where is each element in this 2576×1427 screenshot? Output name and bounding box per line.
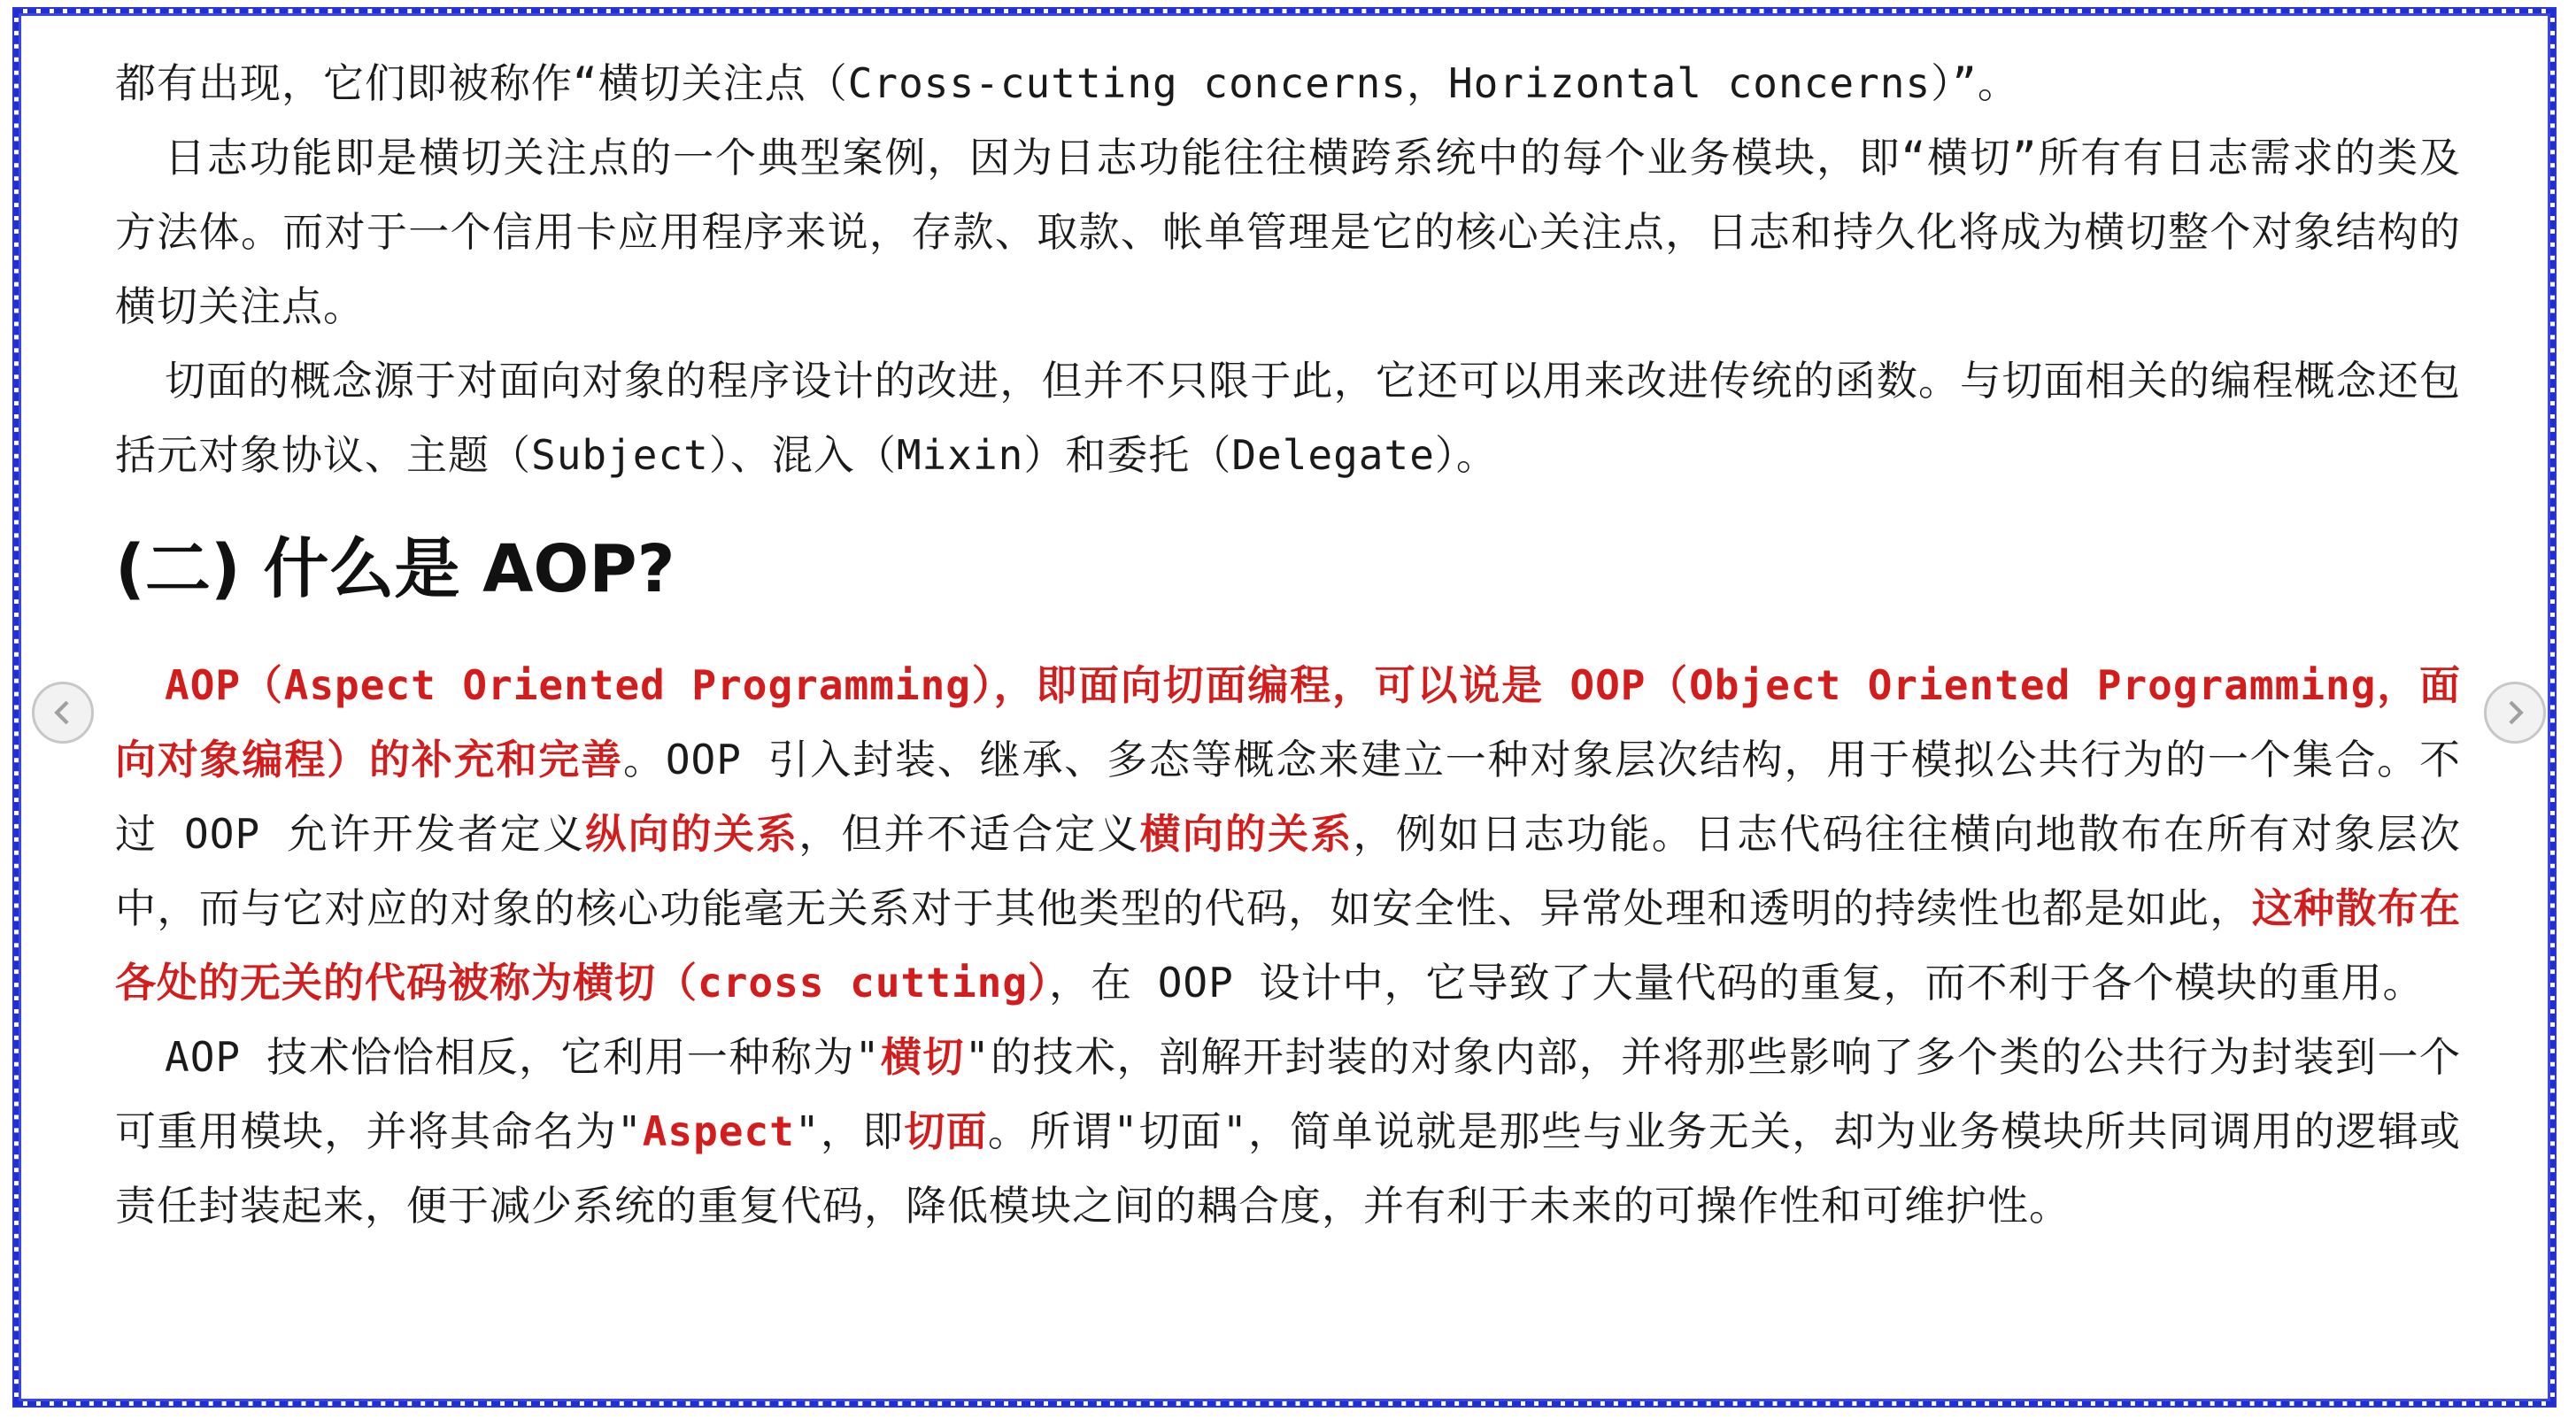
article-body [115, 46, 2461, 1243]
next-page-button[interactable] [2484, 682, 2546, 744]
chevron-left-icon [48, 698, 78, 728]
text-span: "，即 [794, 1107, 905, 1155]
aspect-cn-highlight: 切面 [904, 1107, 988, 1155]
section-heading: (二) 什么是 AOP? [115, 531, 675, 607]
crosscut-term-highlight: 横切 [880, 1033, 965, 1081]
text-span: "的技术，剖解开封装的对象内部，并将那些影响了多个类的公共行为封装到一个可重用模块，并将其命名为" [115, 1033, 2461, 1155]
text-span: ，例如日志功能。日志代码往往横向地散布在所有对象层次中，而与它对应的对象的核心功能毫无关系对于其他类型的代码，如安全性、异常处理和透明的持续性也都是如此， [115, 810, 2462, 932]
paragraph-5 [115, 1020, 2461, 1243]
text-span: ，但并不适合定义 [798, 810, 1140, 858]
prev-page-button[interactable] [32, 682, 94, 744]
text-span: 。OOP 引入封装、继承、多态等概念来建立一种对象层次结构，用于模拟公共行为的一个集合。不过 OOP 允许开发者定义 [115, 736, 2461, 858]
paragraph-1: 都有出现，它们即被称作“横切关注点（Cross-cutting concerns，Horizontal concerns）”。 [115, 59, 2019, 107]
text-span: 。所谓"切面"，简单说就是那些与业务无关，却为业务模块所共同调用的逻辑或责任封装起来，便于减少系统的重复代码，降低模块之间的耦合度，并有利于未来的可操作性和可维护性。 [115, 1107, 2462, 1230]
paragraph-2: 日志功能即是横切关注点的一个典型案例，因为日志功能往往横跨系统中的每个业务模块，即“横切”所有有日志需求的类及方法体。而对于一个信用卡应用程序来说，存款、取款、帐单管理是它的核心关注点，日志和持久化将成为横切整个对象结构的横切关注点。 [115, 134, 2461, 330]
paragraph-3: 切面的概念源于对面向对象的程序设计的改进，但并不只限于此，它还可以用来改进传统的函数。与切面相关的编程概念还包括元对象协议、主题（Subject）、混入（Mixin）和委托（Delegate）。 [115, 357, 2461, 479]
aop-definition-highlight: AOP（Aspect Oriented Programming），即面向切面编程，可以说是 OOP（Object Oriented Programming，面向对象编程）的补充和完善 [115, 661, 2461, 783]
vertical-relation-highlight: 纵向的关系 [585, 810, 799, 858]
text-span: ，在 OOP 设计中，它导致了大量代码的重复，而不利于各个模块的重用。 [1049, 959, 2425, 1007]
chevron-right-icon [2500, 698, 2530, 728]
aspect-term-highlight: Aspect [642, 1107, 795, 1155]
horizontal-relation-highlight: 横向的关系 [1139, 810, 1354, 858]
paragraph-4 [115, 648, 2461, 1020]
text-span: AOP 技术恰恰相反，它利用一种称为" [165, 1033, 881, 1081]
cross-cutting-highlight: 这种散布在各处的无关的代码被称为横切（cross cutting） [115, 884, 2462, 1007]
